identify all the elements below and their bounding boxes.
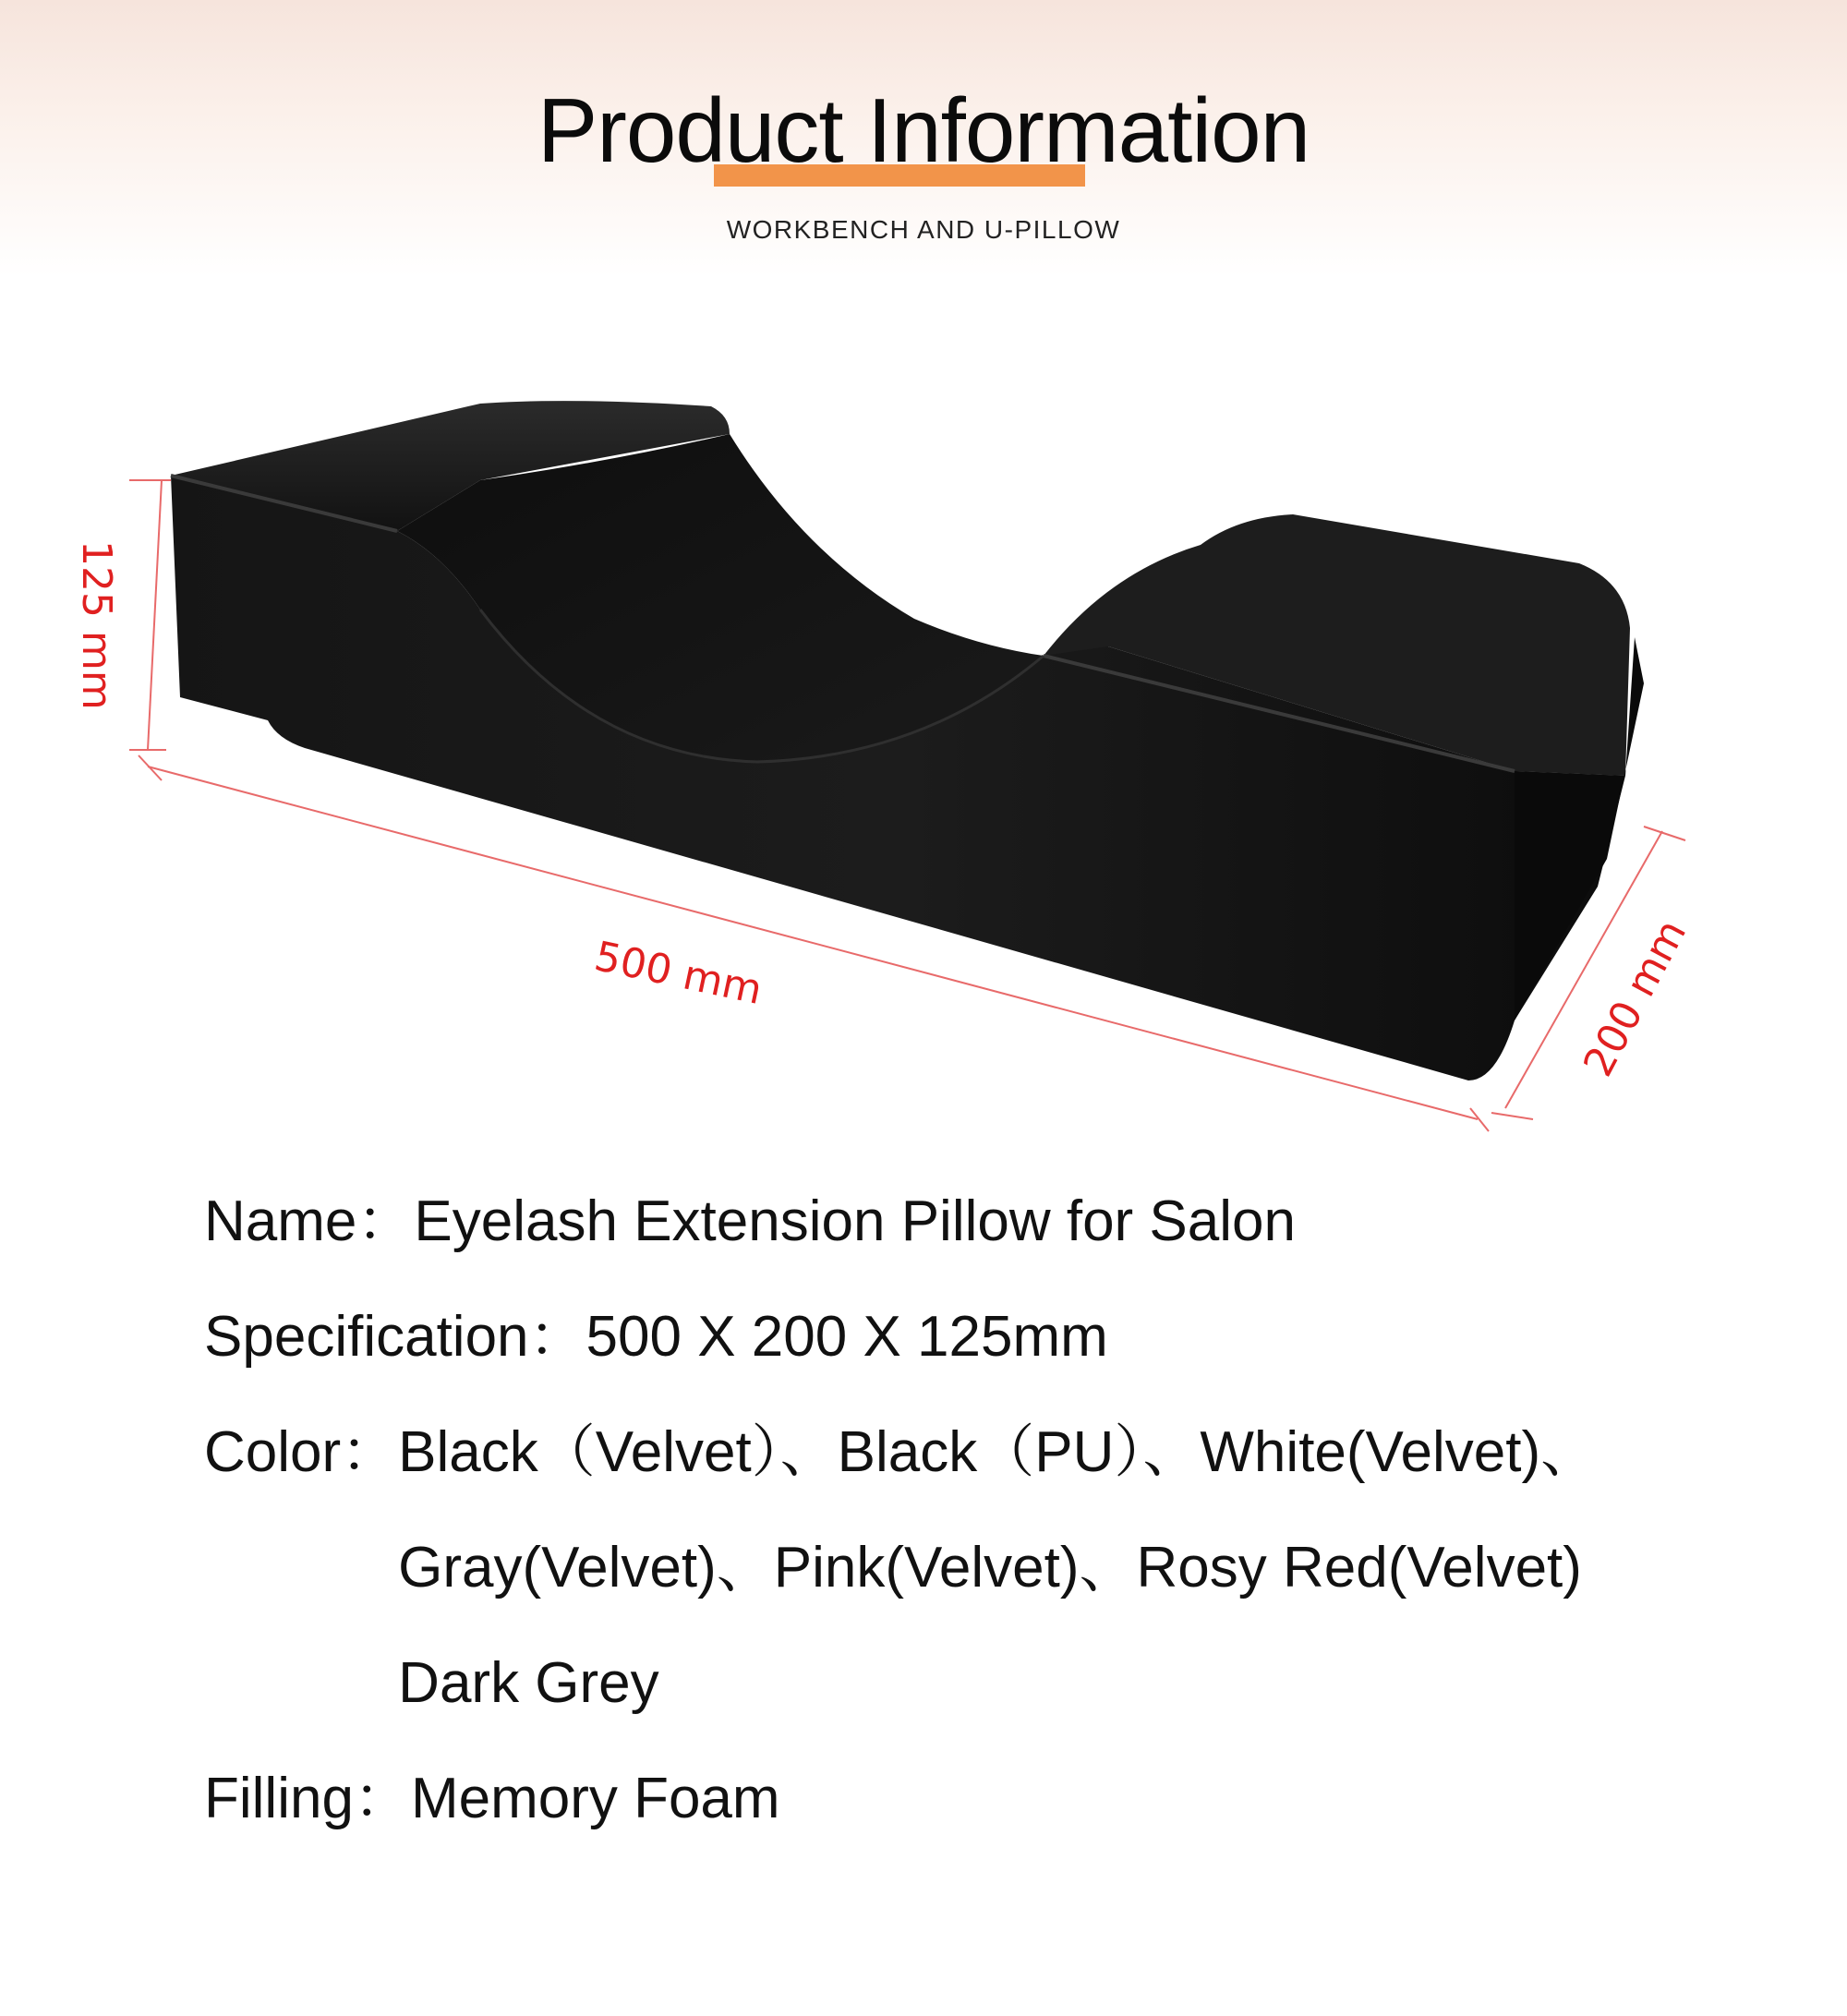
name-value: Eyelash Extension Pillow for Salon <box>414 1189 1297 1253</box>
page-subtitle: WORKBENCH AND U-PILLOW <box>726 215 1121 244</box>
specification-value: 500 X 200 X 125mm <box>585 1305 1108 1369</box>
color-label: Color： <box>204 1420 399 1484</box>
spec-row-color <box>204 1394 1829 1741</box>
filling-label: Filling： <box>204 1767 411 1830</box>
height-dimension-label: 125 mm <box>73 540 120 710</box>
color-line: Gray(Velvet)、Pink(Velvet)、Rosy Red(Velvet) <box>398 1536 1582 1600</box>
length-dimension-label: 500 mm <box>590 933 767 1015</box>
spec-row-name <box>204 1164 1829 1279</box>
filling-value: Memory Foam <box>410 1767 780 1830</box>
color-options <box>398 1394 1598 1741</box>
title-wrap <box>0 78 1847 183</box>
depth-dimension-label: 200 mm <box>1575 911 1696 1084</box>
spec-row-specification <box>204 1279 1829 1394</box>
product-specs <box>204 1164 1829 1856</box>
specification-label: Specification： <box>204 1305 586 1369</box>
color-line: Black（Velvet）、Black（PU）、White(Velvet)、 <box>398 1420 1599 1484</box>
page-title: Product Information <box>537 79 1310 181</box>
spec-row-filling <box>204 1741 1829 1856</box>
u-pillow-illustration <box>0 351 1847 1164</box>
color-line: Dark Grey <box>398 1651 659 1715</box>
name-label: Name： <box>204 1189 415 1253</box>
